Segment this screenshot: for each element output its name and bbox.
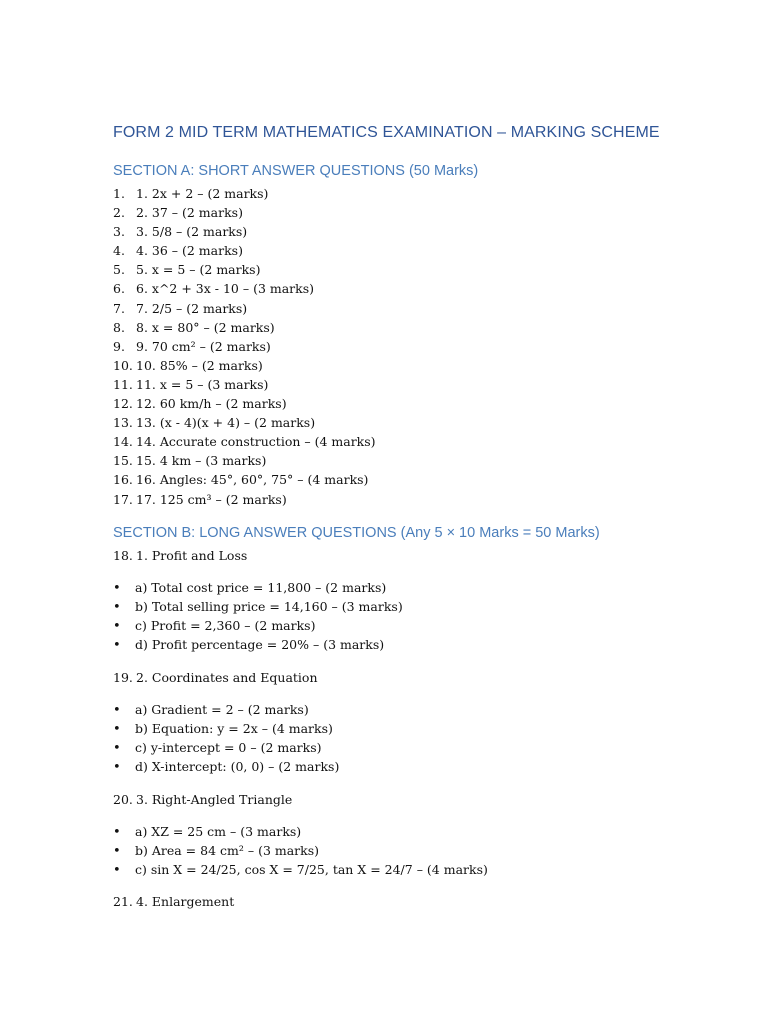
bullet-item [113,757,339,776]
bullet-text: b) Area = 84 cm² – (3 marks) [135,843,320,859]
list-item [113,260,376,279]
bullet-icon: • [113,844,121,860]
list-item [113,356,376,375]
bullet-item [113,635,403,654]
section-b-heading: SECTION B: LONG ANSWER QUESTIONS (Any 5 × 10 Marks = 50 Marks) [113,525,600,541]
question-number: 21. [113,894,133,909]
question-number: 18. [113,548,133,563]
bullet-icon: • [113,619,121,635]
item-text: 1. 2x + 2 – (2 marks) [136,186,269,201]
item-text: 7. 2/5 – (2 marks) [136,300,248,316]
bullet-icon: • [113,741,121,757]
bullet-text: c) sin X = 24/25, cos X = 7/25, tan X = 24/7 – (4 marks) [135,862,488,878]
question-title: 2. Coordinates and Equation [136,670,318,685]
bullet-item [113,860,488,879]
list-item [113,184,376,203]
item-text: 10. 85% – (2 marks) [136,357,263,373]
item-number: 13. [113,415,133,431]
item-number: 5. [113,262,125,278]
item-number: 10. [113,357,133,373]
question-title: 1. Profit and Loss [136,548,248,563]
bullet-icon: • [113,581,121,596]
list-item [113,490,376,509]
bullet-text: d) X-intercept: (0, 0) – (2 marks) [135,759,340,775]
question-number: 20. [113,792,133,807]
bullet-icon: • [113,600,121,616]
bullet-item [113,578,403,597]
question-20-answers [113,822,488,879]
list-item [113,241,376,260]
bullet-text: b) Equation: y = 2x – (4 marks) [135,721,333,737]
item-text: 9. 70 cm² – (2 marks) [136,338,271,354]
bullet-item [113,822,488,841]
item-text: 13. (x - 4)(x + 4) – (2 marks) [136,415,316,431]
question-title: 3. Right-Angled Triangle [136,792,293,807]
list-item [113,375,376,394]
bullet-text: a) Gradient = 2 – (2 marks) [135,702,309,717]
section-a-answer-list [113,184,376,509]
question-heading [113,668,318,687]
item-text: 17. 125 cm³ – (2 marks) [136,491,287,507]
bullet-icon: • [113,638,121,654]
list-item [113,222,376,241]
item-number: 15. [113,453,133,469]
item-number: 12. [113,396,133,412]
item-text: 14. Accurate construction – (4 marks) [136,434,376,450]
bullet-icon: • [113,722,121,738]
question-heading [113,892,234,911]
item-number: 3. [113,224,125,240]
item-text: 4. 36 – (2 marks) [136,243,243,259]
question-19-answers [113,700,339,776]
question-title: 4. Enlargement [136,894,235,909]
section-a-heading: SECTION A: SHORT ANSWER QUESTIONS (50 Marks) [113,163,479,179]
bullet-item [113,597,403,616]
item-number: 16. [113,472,133,488]
item-text: 15. 4 km – (3 marks) [136,453,267,469]
item-text: 12. 60 km/h – (2 marks) [136,396,287,412]
item-number: 11. [113,376,133,392]
list-item [113,279,376,298]
list-item [113,432,376,451]
question-18-answers [113,578,403,654]
bullet-icon: • [113,703,121,718]
item-text: 6. x^2 + 3x - 10 – (3 marks) [136,281,315,297]
list-item [113,337,376,356]
bullet-item [113,616,403,635]
bullet-item [113,841,488,860]
item-text: 8. x = 80° – (2 marks) [136,319,275,335]
question-heading [113,546,247,565]
question-heading [113,790,292,809]
bullet-icon: • [113,825,121,840]
item-text: 11. x = 5 – (3 marks) [136,376,269,392]
question-number: 19. [113,670,133,685]
list-item [113,318,376,337]
item-number: 14. [113,434,133,450]
item-number: 4. [113,243,125,259]
item-number: 6. [113,281,125,297]
list-item [113,451,376,470]
list-item [113,470,376,489]
bullet-text: a) Total cost price = 11,800 – (2 marks) [135,580,387,595]
item-text: 3. 5/8 – (2 marks) [136,224,248,240]
item-number: 8. [113,319,125,335]
list-item [113,394,376,413]
item-number: 1. [113,186,125,201]
bullet-icon: • [113,863,121,879]
bullet-item [113,738,339,757]
document-title: FORM 2 MID TERM MATHEMATICS EXAMINATION – MARKING SCHEME [113,124,660,141]
bullet-item [113,700,339,719]
bullet-item [113,719,339,738]
item-number: 17. [113,491,133,507]
list-item [113,203,376,222]
item-text: 16. Angles: 45°, 60°, 75° – (4 marks) [136,472,369,488]
bullet-text: a) XZ = 25 cm – (3 marks) [135,824,302,839]
item-text: 2. 37 – (2 marks) [136,205,243,221]
bullet-text: c) Profit = 2,360 – (2 marks) [135,618,316,634]
bullet-text: c) y-intercept = 0 – (2 marks) [135,740,322,756]
item-number: 7. [113,300,125,316]
bullet-text: d) Profit percentage = 20% – (3 marks) [135,637,385,653]
item-number: 9. [113,338,125,354]
list-item [113,413,376,432]
item-text: 5. x = 5 – (2 marks) [136,262,261,278]
item-number: 2. [113,205,125,221]
bullet-icon: • [113,760,121,776]
bullet-text: b) Total selling price = 14,160 – (3 marks) [135,599,403,615]
list-item [113,299,376,318]
